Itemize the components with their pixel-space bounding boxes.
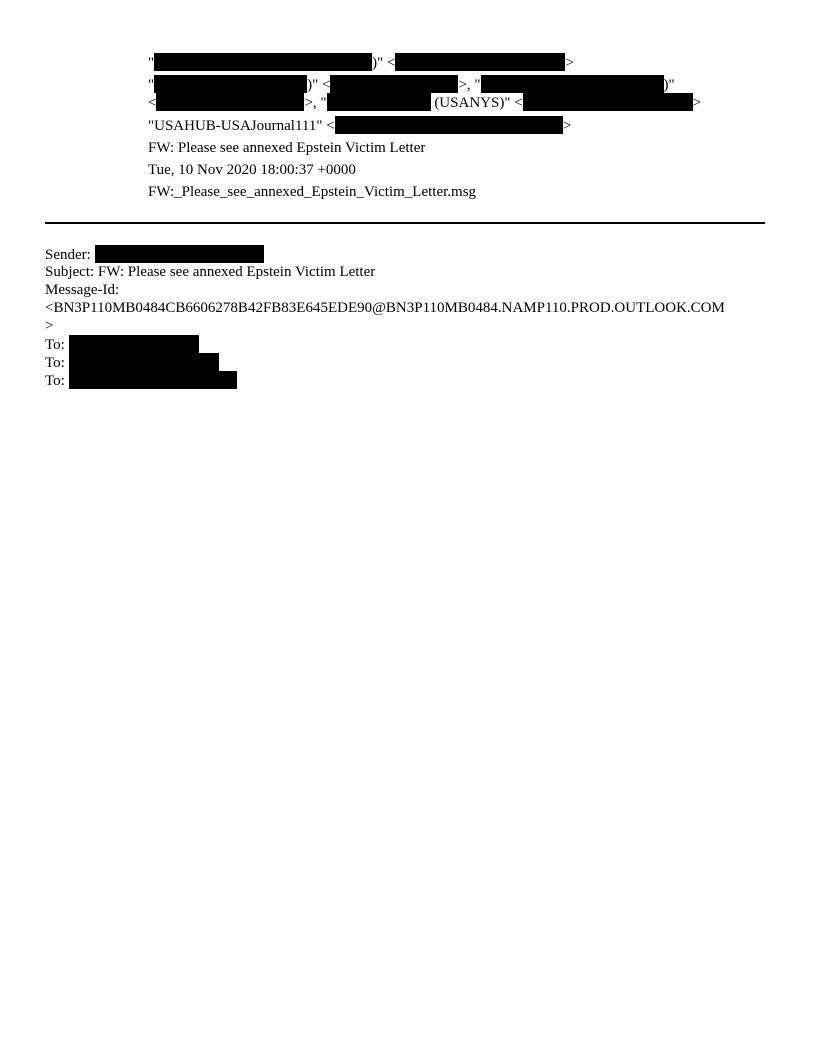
- message-id-value: <BN3P110MB0484CB6606278B42FB83E645EDE90@BN3P110MB0484.NAMP110.PROD.OUTLOOK.COM: [45, 300, 725, 316]
- bcc-value: [148, 116, 571, 136]
- redaction-box: [69, 335, 199, 353]
- from-value: [148, 53, 574, 73]
- to-line-label: To:: [45, 337, 65, 353]
- to-sep: >, ": [304, 95, 327, 111]
- to-sep: <: [148, 95, 157, 111]
- sender-label: Sender:: [45, 247, 91, 263]
- sender-line: [45, 245, 264, 264]
- message-id-end: >: [45, 318, 54, 334]
- redaction-box: [95, 245, 264, 263]
- to-line: [45, 335, 199, 354]
- redaction-box: [154, 53, 372, 71]
- from-sep: )" <: [372, 55, 396, 71]
- to-line: [45, 371, 237, 390]
- to-value-continued: [148, 93, 701, 113]
- redaction-box: [330, 75, 458, 93]
- to-sep: )" <: [307, 77, 331, 93]
- bcc-text: "USAHUB-USAJournal111" <: [148, 118, 335, 134]
- body-subject-line: Subject: FW: Please see annexed Epstein Victim Letter: [45, 264, 376, 280]
- from-quote: ": [148, 55, 155, 71]
- redaction-box: [327, 93, 431, 111]
- to-sep: >, ": [458, 77, 481, 93]
- header-divider: [45, 222, 765, 224]
- to-quote: ": [148, 77, 155, 93]
- redaction-box: [481, 75, 664, 93]
- date-value: Tue, 10 Nov 2020 18:00:37 +0000: [148, 162, 356, 178]
- redaction-box: [335, 116, 563, 134]
- to-line-label: To:: [45, 355, 65, 371]
- redaction-box: [69, 353, 219, 371]
- redaction-box: [523, 93, 693, 111]
- redaction-box: [395, 53, 565, 71]
- to-line: [45, 353, 219, 372]
- redaction-box: [154, 75, 307, 93]
- from-end: >: [565, 55, 574, 71]
- embedded-attachment[interactable]: FW:_Please_see_annexed_Epstein_Victim_Letter.msg: [148, 184, 477, 200]
- to-sep: (USANYS)" <: [430, 95, 523, 111]
- message-id-label: Message-Id:: [45, 282, 120, 298]
- redaction-box: [156, 93, 304, 111]
- bcc-end: >: [562, 118, 572, 134]
- to-end: >: [692, 95, 702, 111]
- to-line-label: To:: [45, 373, 65, 389]
- to-value: [148, 75, 675, 95]
- to-end: )": [663, 77, 675, 93]
- redaction-box: [69, 371, 237, 389]
- subject-value: FW: Please see annexed Epstein Victim Letter: [148, 140, 426, 156]
